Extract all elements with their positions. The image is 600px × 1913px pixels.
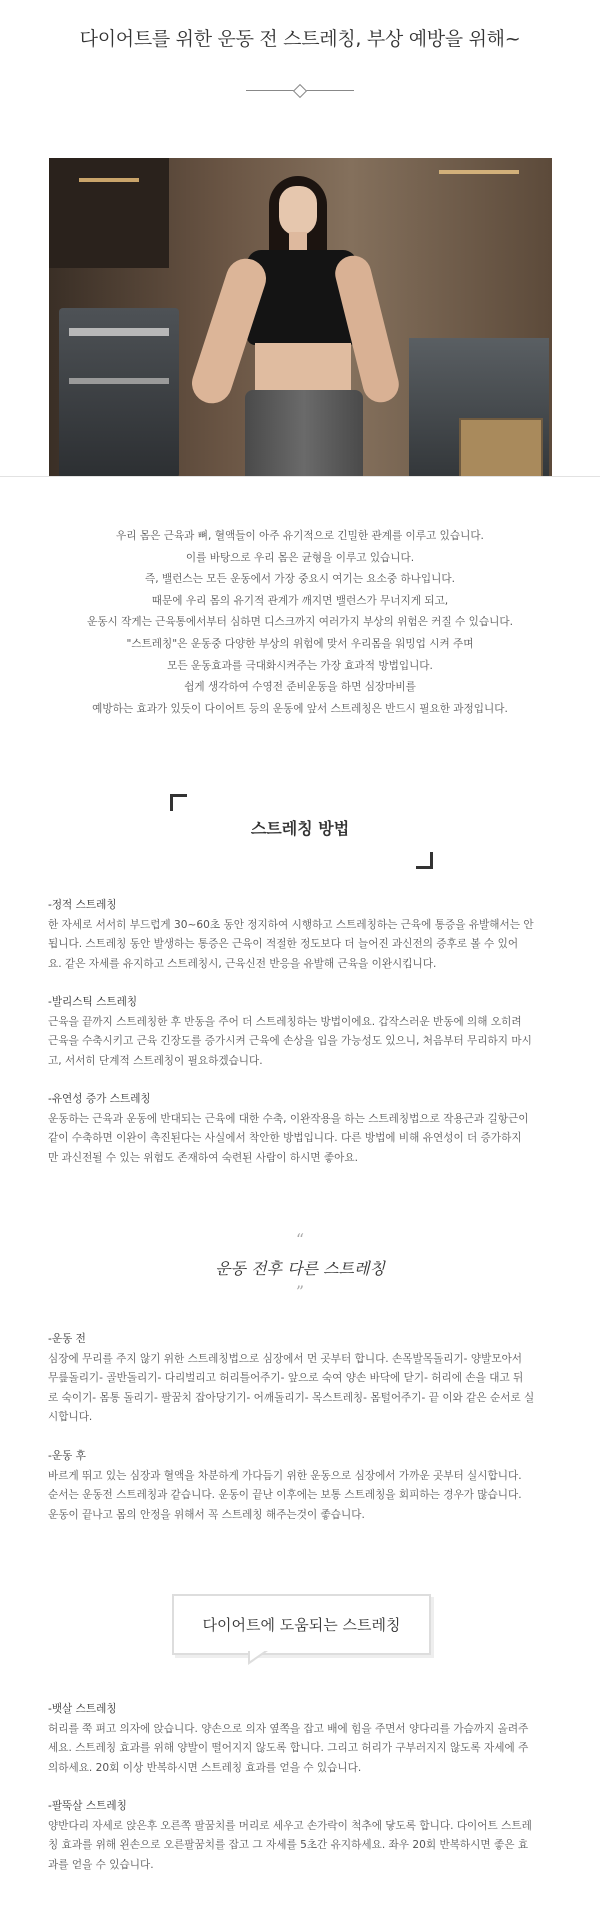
gym-machine-bar: [69, 328, 169, 336]
gym-machine-bar: [69, 378, 169, 384]
section-title-diet-stretching: 다이어트에 도움되는 스트레칭: [202, 1616, 401, 1634]
intro-line: "스트레칭"은 운동중 다양한 부상의 위험에 맞서 우리몸을 워밍업 시켜 주며: [126, 637, 474, 650]
arm-stretching-block: [48, 1797, 553, 1875]
intro-line: 우리 몸은 근육과 뼈, 혈액들이 아주 유기적으로 긴밀한 관계를 이루고 있습니다.: [116, 530, 484, 542]
item-line: 됩니다. 스트레칭 동안 발생하는 통증은 근육이 적절한 정도보다 더 늘어진 과신전의 증후로 볼 수 있어: [48, 938, 519, 950]
static-stretching-block: [48, 896, 553, 974]
item-line: 로 숙이기- 몸통 돌리기- 팔꿈치 잡아당기기- 어깨돌리기- 목스트레칭- 몸털어주기- 끝 이와 같은 순서로 실: [48, 1391, 535, 1404]
section-title-before-after: 운동 전후 다른 스트레칭: [215, 1259, 385, 1278]
divider-diamond-icon: [293, 84, 307, 98]
corner-bracket-top-left: [170, 794, 187, 811]
page-title: 다이어트를 위한 운동 전 스트레칭, 부상 예방을 위해~: [79, 28, 521, 50]
ballistic-stretching-block: [48, 993, 553, 1071]
item-label: -유연성 증가 스트레칭: [48, 1093, 151, 1105]
gym-light: [79, 178, 139, 182]
person-waist: [255, 343, 351, 393]
item-line: 운동이 끝나고 몸의 안정을 위해서 꼭 스트레칭 해주는것이 좋습니다.: [48, 1508, 365, 1521]
gym-board: [459, 418, 543, 476]
item-line: 요. 같은 자세를 유지하고 스트레칭시, 근육신전 반응을 유발해 근육을 이완시킵니다.: [48, 957, 437, 970]
item-line: 근육을 수축시키고 근육 긴장도를 증가시켜 근육에 손상을 입을 가능성도 있으니, 처음부터 무리하지 마시: [48, 1035, 532, 1047]
hero-photo: [49, 158, 552, 476]
item-line: 운동하는 근육과 운동에 반대되는 근육에 대한 수축, 이완작용을 하는 스트레칭법으로 작용근과 길항근이: [48, 1112, 529, 1125]
person-pants: [245, 390, 363, 476]
item-line: 허리를 쭉 펴고 의자에 앉습니다. 양손으로 의자 옆쪽을 잡고 배에 힘을 주면서 양다리를 가슴까지 올려주: [48, 1722, 529, 1735]
person-face: [279, 186, 317, 236]
section-title-stretching-methods: 스트레칭 방법: [250, 819, 350, 838]
item-label: -정적 스트레칭: [48, 899, 117, 911]
after-exercise-block: [48, 1447, 553, 1525]
intro-line: 쉽게 생각하여 수영전 준비운동을 하면 심장마비를: [184, 681, 416, 694]
item-line: 근육을 끝까지 스트레칭한 후 반동을 주어 더 스트레칭하는 방법이에요. 갑작스러운 반동에 의해 오히려: [48, 1015, 522, 1028]
item-label: -발리스틱 스트레칭: [48, 996, 138, 1008]
close-quote-icon: ”: [295, 1282, 305, 1301]
belly-stretching-block: [48, 1700, 553, 1778]
item-line: 의하세요. 20회 이상 반복하시면 스트레칭 효과를 얻을 수 있습니다.: [48, 1761, 362, 1774]
item-label: -팔뚝살 스트레칭: [48, 1800, 127, 1812]
item-label: -운동 후: [48, 1450, 86, 1462]
speech-bubble-tail-inner: [250, 1650, 266, 1661]
intro-line: 이를 바탕으로 우리 몸은 균형을 이루고 있습니다.: [185, 551, 415, 564]
item-line: 과를 얻을 수 있습니다.: [48, 1858, 154, 1871]
intro-line: 예방하는 효과가 있듯이 다이어트 등의 운동에 앞서 스트레칭은 반드시 필요한 과정입니다.: [92, 702, 508, 715]
intro-line: 즉, 밸런스는 모든 운동에서 가장 중요시 여기는 요소중 하나입니다.: [145, 573, 455, 586]
item-label: -뱃살 스트레칭: [48, 1703, 117, 1715]
gym-light: [439, 170, 519, 174]
section-rule: [0, 476, 600, 477]
item-line: 시합니다.: [48, 1411, 93, 1423]
item-line: 세요. 스트레칭 효과를 위해 양발이 떨어지지 않도록 합니다. 그리고 허리가 구부러지지 않도록 자세에 주: [48, 1742, 529, 1754]
item-line: 바르게 뛰고 있는 심장과 혈액을 차분하게 가다듬기 위한 운동으로 심장에서 가까운 곳부터 실시합니다.: [48, 1469, 522, 1482]
intro-line: 운동시 작게는 근육통에서부터 심하면 디스크까지 여러가지 부상의 위험은 커질 수 있습니다.: [87, 616, 513, 629]
intro-line: 때문에 우리 몸의 유기적 관계가 깨지면 밸런스가 무너지게 되고,: [151, 594, 449, 607]
item-line: 고, 서서히 단계적 스트레칭이 필요하겠습니다.: [48, 1054, 263, 1067]
gym-window: [49, 158, 169, 268]
intro-line: 모든 운동효과를 극대화시켜주는 가장 효과적 방법입니다.: [167, 659, 433, 672]
before-exercise-block: [48, 1330, 553, 1428]
item-line: 칭 효과를 위해 왼손으로 오른팔꿈치를 잡고 그 자세를 5초간 유지하세요. 좌우 20회 반복하시면 좋은 효: [48, 1839, 529, 1851]
item-line: 순서는 운동전 스트레칭과 같습니다. 운동이 끝난 이후에는 보통 스트레칭을 회피하는 경우가 많습니다.: [48, 1489, 522, 1501]
item-line: 양반다리 자세로 앉은후 오른쪽 팔꿈치를 머리로 세우고 손가락이 척추에 닿도록 합니다. 다이어트 스트레: [48, 1819, 532, 1832]
item-line: 만 과신전될 수 있는 위험도 존재하여 숙련된 사람이 하시면 좋아요.: [48, 1151, 358, 1164]
item-line: 무릎돌리기- 골반돌리기- 다리벌리고 허리틀어주기- 앞으로 숙여 양손 바닥에 닫기- 허리에 손을 대고 뒤: [48, 1372, 524, 1384]
item-line: 한 자세로 서서히 부드럽게 30~60초 동안 정지하여 시행하고 스트레칭하는 근육에 통증을 유발해서는 안: [48, 918, 534, 931]
item-line: 같이 수축하면 이완이 촉진된다는 사실에서 착안한 방법입니다. 다른 방법에 비해 유연성이 더 증가하지: [48, 1132, 522, 1144]
intro-text: [30, 526, 570, 720]
flexibility-stretching-block: [48, 1090, 553, 1168]
corner-bracket-bottom-right: [416, 852, 433, 869]
item-line: 심장에 무리를 주지 않기 위한 스트레칭법으로 심장에서 먼 곳부터 합니다. 손목발목돌리기- 양발모아서: [48, 1352, 523, 1365]
section-title-box: [172, 1594, 431, 1655]
item-label: -운동 전: [48, 1333, 86, 1345]
open-quote-icon: “: [295, 1230, 305, 1249]
